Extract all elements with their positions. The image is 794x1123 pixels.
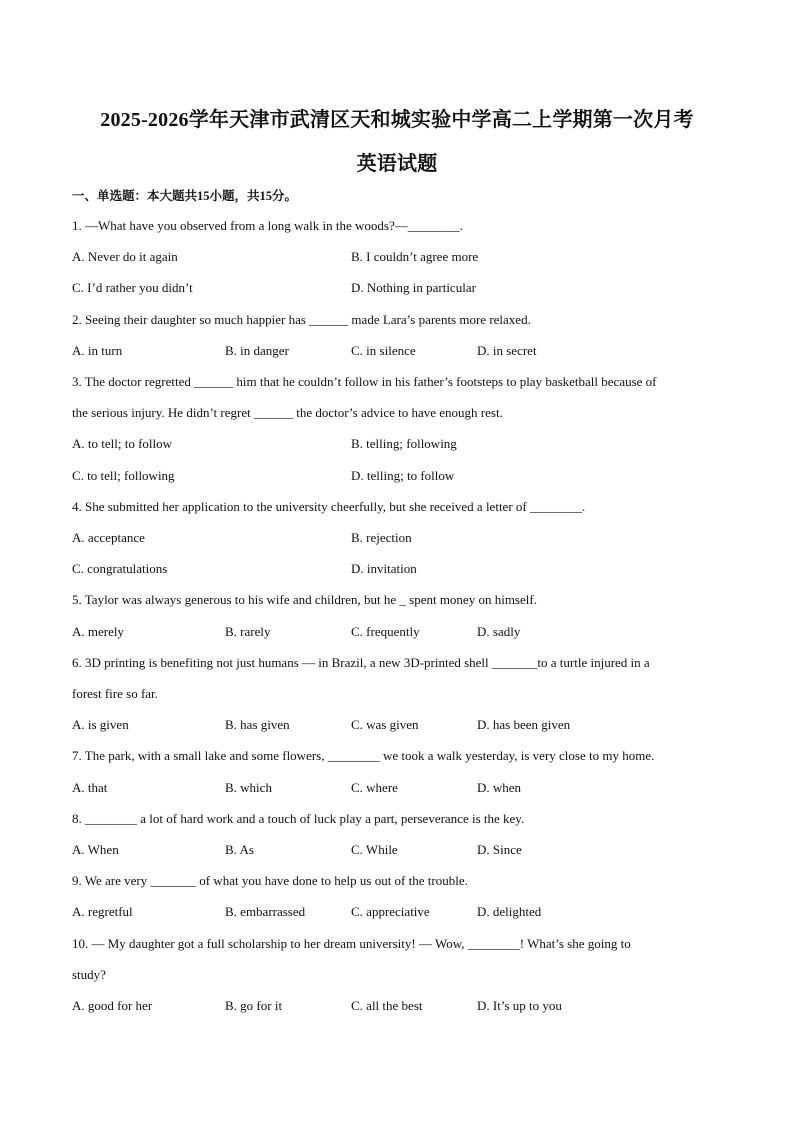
question-6-option-c: C. was given: [351, 717, 419, 732]
question-4-option-d: D. invitation: [351, 561, 417, 576]
question-7-option-c: C. where: [351, 780, 398, 795]
question-8-option-d: D. Since: [477, 842, 522, 857]
question-3-option-c: C. to tell; following: [72, 468, 175, 483]
question-8-option-c: C. While: [351, 842, 398, 857]
question-10-option-d: D. It’s up to you: [477, 998, 562, 1013]
question-2-option-d: D. in secret: [477, 343, 537, 358]
question-9-option-b: B. embarrassed: [225, 904, 306, 919]
section-heading: 一、单选题：本大题共15小题，共15分。: [72, 189, 298, 203]
question-2-option-c: C. in silence: [351, 343, 416, 358]
question-5-option-b: B. rarely: [225, 624, 271, 639]
question-6-text-line1: 6. 3D printing is benefiting not just humans — in Brazil, a new 3D-printed shell _______to a turtle injured in a: [72, 655, 650, 670]
question-1-option-d: D. Nothing in particular: [351, 280, 476, 295]
question-6-option-d: D. has been given: [477, 717, 571, 732]
question-4-text: 4. She submitted her application to the university cheerfully, but she received a letter of ________.: [72, 499, 586, 514]
exam-title-line2: 英语试题: [356, 153, 438, 175]
question-5-text: 5. Taylor was always generous to his wife and children, but he _ spent money on himself.: [72, 592, 537, 607]
question-3-text-line2: the serious injury. He didn’t regret ______ the doctor’s advice to have enough rest.: [72, 405, 503, 420]
question-10-text-line2: study?: [72, 967, 106, 982]
question-9-option-a: A. regretful: [72, 904, 133, 919]
question-6-option-a: A. is given: [72, 717, 129, 732]
question-4-option-c: C. congratulations: [72, 561, 168, 576]
question-5-option-a: A. merely: [72, 624, 124, 639]
question-6-text-line2: forest fire so far.: [72, 686, 158, 701]
question-7-option-a: A. that: [72, 780, 108, 795]
question-4-option-b: B. rejection: [351, 530, 412, 545]
question-5-option-d: D. sadly: [477, 624, 521, 639]
question-3-option-b: B. telling; following: [351, 436, 457, 451]
question-8-text: 8. ________ a lot of hard work and a touch of luck play a part, perseverance is the key.: [72, 811, 525, 826]
question-1-option-c: C. I’d rather you didn’t: [72, 280, 193, 295]
question-2-option-a: A. in turn: [72, 343, 123, 358]
question-8-option-a: A. When: [72, 842, 119, 857]
question-9-option-d: D. delighted: [477, 904, 542, 919]
question-6-option-b: B. has given: [225, 717, 290, 732]
question-2-option-b: B. in danger: [225, 343, 289, 358]
question-1-option-a: A. Never do it again: [72, 249, 178, 264]
question-10-option-b: B. go for it: [225, 998, 283, 1013]
question-10-text-line1: 10. — My daughter got a full scholarship to her dream university! — Wow, ________! What’s she going to: [72, 936, 631, 951]
question-10-option-c: C. all the best: [351, 998, 423, 1013]
question-1-text: 1. —What have you observed from a long walk in the woods?—________.: [72, 218, 464, 233]
question-9-option-c: C. appreciative: [351, 904, 430, 919]
question-7-option-d: D. when: [477, 780, 522, 795]
question-3-option-d: D. telling; to follow: [351, 468, 455, 483]
question-1-option-b: B. I couldn’t agree more: [351, 249, 479, 264]
question-4-option-a: A. acceptance: [72, 530, 145, 545]
question-2-text: 2. Seeing their daughter so much happier has ______ made Lara’s parents more relaxed.: [72, 312, 531, 327]
question-8-option-b: B. As: [225, 842, 254, 857]
exam-title-line1: 2025-2026学年天津市武清区天和城实验中学高二上学期第一次月考: [100, 109, 694, 131]
question-7-text: 7. The park, with a small lake and some flowers, ________ we took a walk yesterday, is very close to my home.: [72, 748, 655, 763]
question-9-text: 9. We are very _______ of what you have done to help us out of the trouble.: [72, 873, 468, 888]
question-5-option-c: C. frequently: [351, 624, 420, 639]
question-3-text-line1: 3. The doctor regretted ______ him that he couldn’t follow in his father’s footsteps to play basketball because of: [72, 374, 657, 389]
question-7-option-b: B. which: [225, 780, 272, 795]
question-3-option-a: A. to tell; to follow: [72, 436, 173, 451]
question-10-option-a: A. good for her: [72, 998, 153, 1013]
